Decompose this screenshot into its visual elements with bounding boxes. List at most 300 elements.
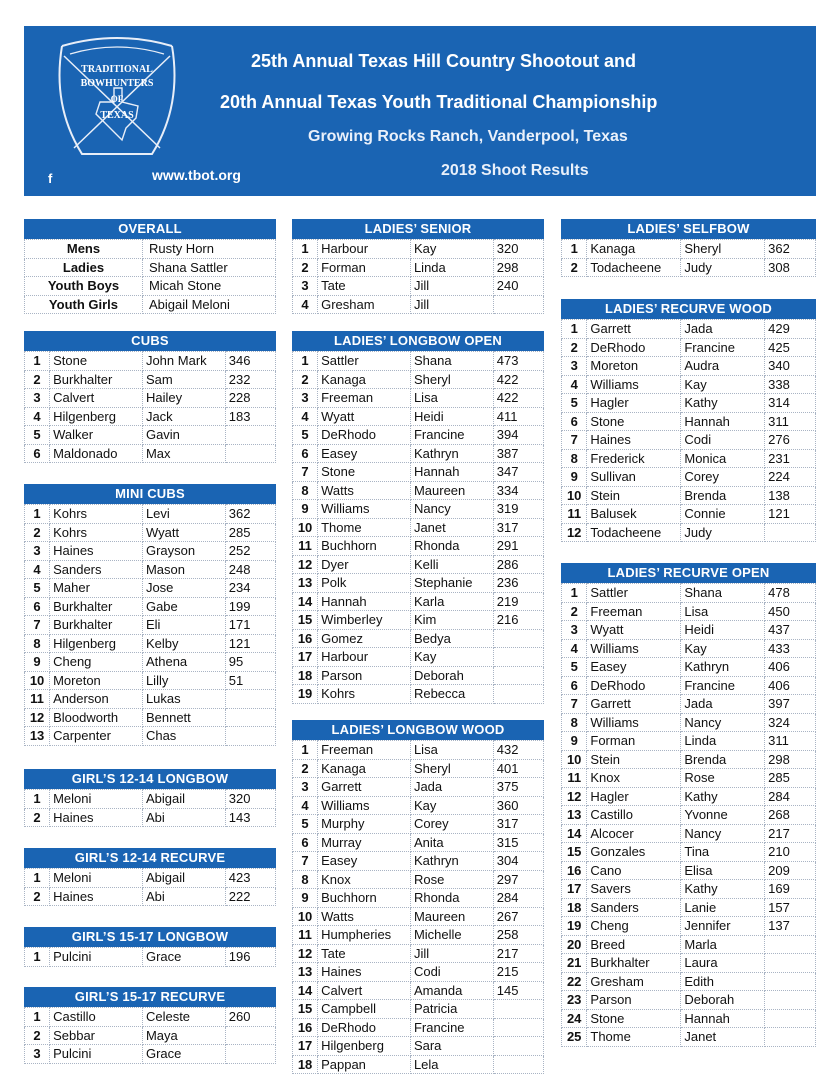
first-name: Athena <box>142 653 225 672</box>
last-name: Knox <box>587 769 681 788</box>
table-row <box>293 815 544 834</box>
overall-row <box>25 295 276 314</box>
place-number: 15 <box>293 1000 318 1019</box>
table-row <box>293 926 544 945</box>
first-name: Linda <box>410 258 493 277</box>
score: 51 <box>225 671 275 690</box>
first-name: Rebecca <box>410 685 493 704</box>
last-name: Pulcini <box>50 1045 143 1064</box>
first-name: Janet <box>410 518 493 537</box>
last-name: Murray <box>318 833 411 852</box>
section-ladies-selfbow <box>561 219 816 277</box>
last-name: DeRhodo <box>318 1018 411 1037</box>
section-girls-15-17-longbow <box>24 927 276 967</box>
place-number: 4 <box>562 375 587 394</box>
place-number: 6 <box>25 597 50 616</box>
first-name: Corey <box>681 468 765 487</box>
first-name: Gavin <box>142 426 225 445</box>
last-name: Freeman <box>587 602 681 621</box>
score <box>493 1037 543 1056</box>
place-number: 2 <box>293 258 318 277</box>
score: 340 <box>765 357 816 376</box>
first-name: Stephanie <box>410 574 493 593</box>
results-table <box>561 319 816 542</box>
table-row <box>562 394 816 413</box>
table-row <box>562 240 816 259</box>
place-number: 19 <box>562 917 587 936</box>
first-name: Kathryn <box>410 852 493 871</box>
first-name: Edith <box>681 972 765 991</box>
last-name: Sebbar <box>50 1026 143 1045</box>
table-row <box>25 708 276 727</box>
place-number: 12 <box>562 523 587 542</box>
first-name: Kay <box>410 796 493 815</box>
first-name: Maureen <box>410 907 493 926</box>
table-row <box>25 690 276 709</box>
first-name: Abi <box>142 887 225 906</box>
table-row <box>25 579 276 598</box>
place-number: 1 <box>293 240 318 259</box>
first-name: Mason <box>142 560 225 579</box>
place-number: 3 <box>293 389 318 408</box>
place-number: 5 <box>562 394 587 413</box>
table-row <box>293 352 544 371</box>
last-name: Burkhalter <box>50 597 143 616</box>
place-number: 9 <box>293 889 318 908</box>
score <box>225 426 275 445</box>
table-row <box>562 584 816 603</box>
first-name: Abigail <box>142 790 225 809</box>
section-cubs <box>24 331 276 463</box>
last-name: Kanaga <box>318 759 411 778</box>
score: 157 <box>765 898 816 917</box>
score <box>765 1009 816 1028</box>
last-name: Williams <box>587 639 681 658</box>
last-name: Garrett <box>587 695 681 714</box>
table-row <box>293 611 544 630</box>
score <box>493 648 543 667</box>
first-name: Heidi <box>410 407 493 426</box>
first-name: Kathy <box>681 394 765 413</box>
section-title: GIRL’S 12-14 LONGBOW <box>24 769 276 789</box>
table-row <box>562 602 816 621</box>
table-row <box>293 907 544 926</box>
overall-winner: Micah Stone <box>142 277 275 296</box>
table-row <box>293 258 544 277</box>
score: 308 <box>765 258 816 277</box>
table-row <box>25 352 276 371</box>
place-number: 17 <box>293 1037 318 1056</box>
results-table <box>24 351 276 463</box>
score: 260 <box>225 1008 275 1027</box>
score: 319 <box>493 500 543 519</box>
first-name: Grayson <box>142 542 225 561</box>
table-row <box>25 790 276 809</box>
section-title: LADIES’ RECURVE OPEN <box>561 563 816 583</box>
score: 406 <box>765 676 816 695</box>
last-name: Freeman <box>318 389 411 408</box>
place-number: 3 <box>25 389 50 408</box>
first-name: Shana <box>410 352 493 371</box>
results-table <box>24 789 276 827</box>
first-name: Sara <box>410 1037 493 1056</box>
score: 236 <box>493 574 543 593</box>
last-name: Pulcini <box>50 948 143 967</box>
place-number: 15 <box>562 843 587 862</box>
section-girls-12-14-recurve <box>24 848 276 906</box>
last-name: Watts <box>318 907 411 926</box>
overall-table <box>24 239 276 314</box>
first-name: Francine <box>410 1018 493 1037</box>
last-name: Stone <box>587 412 681 431</box>
score: 478 <box>765 584 816 603</box>
score <box>765 935 816 954</box>
place-number: 21 <box>562 954 587 973</box>
score: 276 <box>765 431 816 450</box>
section-ladies-recurve-wood <box>561 299 816 542</box>
place-number: 18 <box>293 1055 318 1074</box>
score: 425 <box>765 338 816 357</box>
section-girls-15-17-recurve <box>24 987 276 1064</box>
score: 169 <box>765 880 816 899</box>
last-name: Forman <box>318 258 411 277</box>
last-name: Gomez <box>318 629 411 648</box>
score: 320 <box>493 240 543 259</box>
place-number: 20 <box>562 935 587 954</box>
place-number: 1 <box>562 240 587 259</box>
score: 334 <box>493 481 543 500</box>
table-row <box>25 505 276 524</box>
score: 422 <box>493 389 543 408</box>
first-name: Jack <box>142 407 225 426</box>
first-name: Francine <box>681 676 765 695</box>
first-name: Lisa <box>410 741 493 760</box>
last-name: Alcocer <box>587 824 681 843</box>
table-row <box>562 468 816 487</box>
first-name: Jose <box>142 579 225 598</box>
table-row <box>25 426 276 445</box>
table-row <box>293 796 544 815</box>
score: 317 <box>493 518 543 537</box>
svg-text:TRADITIONAL: TRADITIONAL <box>81 64 153 75</box>
score: 429 <box>765 320 816 339</box>
results-table <box>292 239 544 314</box>
first-name: Connie <box>681 505 765 524</box>
first-name: Lukas <box>142 690 225 709</box>
last-name: DeRhodo <box>587 676 681 695</box>
place-number: 3 <box>25 1045 50 1064</box>
first-name: Rhonda <box>410 889 493 908</box>
section-overall <box>24 219 276 314</box>
first-name: Kay <box>681 639 765 658</box>
first-name: Max <box>142 444 225 463</box>
last-name: Gresham <box>587 972 681 991</box>
score: 433 <box>765 639 816 658</box>
first-name: Jada <box>410 778 493 797</box>
place-number: 6 <box>25 444 50 463</box>
table-row <box>293 240 544 259</box>
last-name: Calvert <box>318 981 411 1000</box>
place-number: 2 <box>562 338 587 357</box>
table-row <box>562 1028 816 1047</box>
table-row <box>293 1018 544 1037</box>
place-number: 4 <box>25 560 50 579</box>
table-row <box>25 523 276 542</box>
first-name: Jill <box>410 295 493 314</box>
place-number: 11 <box>293 537 318 556</box>
place-number: 8 <box>25 634 50 653</box>
score: 143 <box>225 808 275 827</box>
table-row <box>293 518 544 537</box>
event-location: Growing Rocks Ranch, Vanderpool, Texas <box>308 128 628 145</box>
table-row <box>293 574 544 593</box>
last-name: Parson <box>318 666 411 685</box>
place-number: 4 <box>562 639 587 658</box>
section-ladies-longbow-wood <box>292 720 544 1074</box>
table-row <box>293 389 544 408</box>
last-name: Hilgenberg <box>50 407 143 426</box>
score: 137 <box>765 917 816 936</box>
first-name: Francine <box>410 426 493 445</box>
table-row <box>293 629 544 648</box>
table-row <box>293 870 544 889</box>
tbot-logo <box>42 36 192 166</box>
table-row <box>562 523 816 542</box>
table-row <box>25 869 276 888</box>
place-number: 3 <box>562 357 587 376</box>
section-ladies-recurve-open <box>561 563 816 1047</box>
table-row <box>562 658 816 677</box>
place-number: 1 <box>293 741 318 760</box>
table-row <box>25 727 276 746</box>
last-name: Carpenter <box>50 727 143 746</box>
last-name: Moreton <box>587 357 681 376</box>
first-name: Kim <box>410 611 493 630</box>
last-name: Gonzales <box>587 843 681 862</box>
table-row <box>25 653 276 672</box>
place-number: 7 <box>562 431 587 450</box>
last-name: Stone <box>587 1009 681 1028</box>
first-name: Lela <box>410 1055 493 1074</box>
table-row <box>562 1009 816 1028</box>
last-name: Moreton <box>50 671 143 690</box>
score: 315 <box>493 833 543 852</box>
first-name: John Mark <box>142 352 225 371</box>
place-number: 2 <box>293 759 318 778</box>
facebook-icon[interactable]: f <box>48 171 53 186</box>
table-row <box>562 695 816 714</box>
first-name: Abi <box>142 808 225 827</box>
table-row <box>562 806 816 825</box>
score: 209 <box>765 861 816 880</box>
last-name: Easey <box>587 658 681 677</box>
place-number: 3 <box>562 621 587 640</box>
place-number: 12 <box>25 708 50 727</box>
place-number: 5 <box>25 579 50 598</box>
table-row <box>293 778 544 797</box>
place-number: 10 <box>562 486 587 505</box>
first-name: Kathy <box>681 787 765 806</box>
table-row <box>293 944 544 963</box>
place-number: 5 <box>293 426 318 445</box>
place-number: 8 <box>562 449 587 468</box>
last-name: Hilgenberg <box>50 634 143 653</box>
table-row <box>562 621 816 640</box>
last-name: Frederick <box>587 449 681 468</box>
score <box>765 972 816 991</box>
table-row <box>25 1008 276 1027</box>
results-table <box>24 868 276 906</box>
table-row <box>293 759 544 778</box>
first-name: Lisa <box>681 602 765 621</box>
score: 196 <box>225 948 275 967</box>
last-name: Williams <box>318 500 411 519</box>
place-number: 3 <box>293 778 318 797</box>
place-number: 6 <box>562 412 587 431</box>
table-row <box>293 833 544 852</box>
table-row <box>293 1037 544 1056</box>
score: 222 <box>225 887 275 906</box>
last-name: Meloni <box>50 790 143 809</box>
table-row <box>562 861 816 880</box>
last-name: Kohrs <box>318 685 411 704</box>
score: 387 <box>493 444 543 463</box>
first-name: Codi <box>410 963 493 982</box>
table-row <box>25 1045 276 1064</box>
website-link[interactable]: www.tbot.org <box>152 167 241 183</box>
place-number: 9 <box>25 653 50 672</box>
first-name: Jill <box>410 944 493 963</box>
score: 138 <box>765 486 816 505</box>
first-name: Sheryl <box>410 370 493 389</box>
section-title: LADIES’ SELFBOW <box>561 219 816 239</box>
first-name: Lilly <box>142 671 225 690</box>
results-header <box>24 26 816 196</box>
first-name: Patricia <box>410 1000 493 1019</box>
results-table <box>561 239 816 277</box>
table-row <box>562 843 816 862</box>
table-row <box>562 898 816 917</box>
last-name: Cheng <box>50 653 143 672</box>
place-number: 4 <box>293 407 318 426</box>
table-row <box>562 880 816 899</box>
first-name: Anita <box>410 833 493 852</box>
place-number: 3 <box>25 542 50 561</box>
table-row <box>562 639 816 658</box>
place-number: 12 <box>293 555 318 574</box>
table-row <box>562 431 816 450</box>
last-name: Buchhorn <box>318 889 411 908</box>
place-number: 1 <box>562 584 587 603</box>
place-number: 13 <box>25 727 50 746</box>
last-name: Pappan <box>318 1055 411 1074</box>
last-name: Harbour <box>318 240 411 259</box>
last-name: Haines <box>50 887 143 906</box>
place-number: 1 <box>293 352 318 371</box>
score: 234 <box>225 579 275 598</box>
score: 411 <box>493 407 543 426</box>
table-row <box>562 935 816 954</box>
first-name: Codi <box>681 431 765 450</box>
score: 286 <box>493 555 543 574</box>
table-row <box>562 991 816 1010</box>
first-name: Kay <box>410 648 493 667</box>
score: 320 <box>225 790 275 809</box>
score: 298 <box>493 258 543 277</box>
place-number: 6 <box>293 833 318 852</box>
score: 450 <box>765 602 816 621</box>
last-name: Polk <box>318 574 411 593</box>
last-name: Burkhalter <box>50 616 143 635</box>
last-name: Todacheene <box>587 523 681 542</box>
last-name: Sullivan <box>587 468 681 487</box>
place-number: 11 <box>293 926 318 945</box>
place-number: 25 <box>562 1028 587 1047</box>
place-number: 6 <box>293 444 318 463</box>
table-row <box>25 948 276 967</box>
score: 346 <box>225 352 275 371</box>
section-title: GIRL’S 15-17 RECURVE <box>24 987 276 1007</box>
table-row <box>293 481 544 500</box>
section-ladies-senior <box>292 219 544 314</box>
score: 437 <box>765 621 816 640</box>
first-name: Rose <box>681 769 765 788</box>
score: 311 <box>765 732 816 751</box>
score <box>493 629 543 648</box>
score <box>765 1028 816 1047</box>
score: 199 <box>225 597 275 616</box>
first-name: Eli <box>142 616 225 635</box>
last-name: Wimberley <box>318 611 411 630</box>
place-number: 17 <box>293 648 318 667</box>
table-row <box>293 889 544 908</box>
score: 171 <box>225 616 275 635</box>
place-number: 10 <box>25 671 50 690</box>
last-name: Thome <box>318 518 411 537</box>
overall-row <box>25 277 276 296</box>
last-name: Watts <box>318 481 411 500</box>
place-number: 10 <box>293 907 318 926</box>
last-name: Kanaga <box>587 240 681 259</box>
overall-category: Youth Girls <box>25 295 143 314</box>
last-name: Burkhalter <box>587 954 681 973</box>
results-table <box>561 583 816 1047</box>
last-name: Buchhorn <box>318 537 411 556</box>
place-number: 22 <box>562 972 587 991</box>
first-name: Michelle <box>410 926 493 945</box>
score <box>225 444 275 463</box>
place-number: 4 <box>25 407 50 426</box>
place-number: 2 <box>562 602 587 621</box>
first-name: Levi <box>142 505 225 524</box>
section-title: GIRL’S 12-14 RECURVE <box>24 848 276 868</box>
last-name: Easey <box>318 852 411 871</box>
score: 297 <box>493 870 543 889</box>
table-row <box>25 1026 276 1045</box>
last-name: Williams <box>587 375 681 394</box>
place-number: 13 <box>562 806 587 825</box>
last-name: Sattler <box>587 584 681 603</box>
score: 362 <box>765 240 816 259</box>
first-name: Hannah <box>681 1009 765 1028</box>
first-name: Hannah <box>410 463 493 482</box>
svg-text:TEXAS: TEXAS <box>100 110 134 121</box>
place-number: 2 <box>293 370 318 389</box>
first-name: Sheryl <box>410 759 493 778</box>
place-number: 7 <box>293 852 318 871</box>
last-name: Stein <box>587 750 681 769</box>
table-row <box>25 671 276 690</box>
